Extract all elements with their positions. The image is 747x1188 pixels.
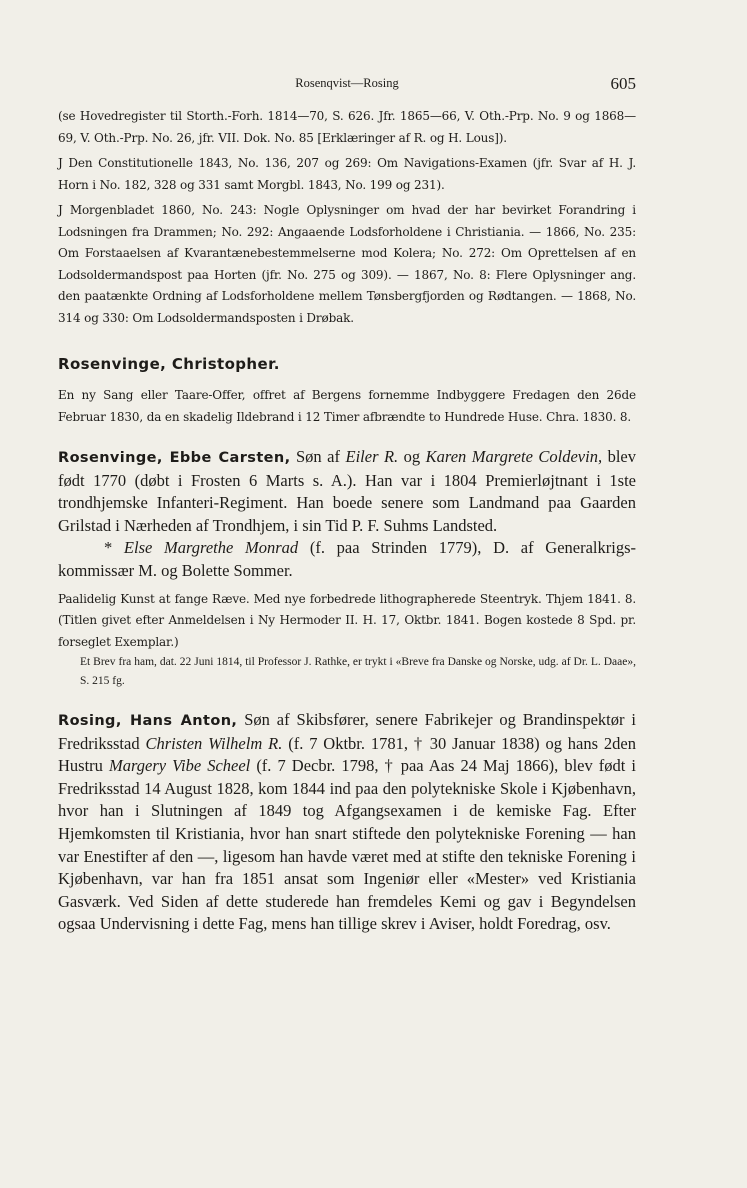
parent-name: Christen Wilhelm R. bbox=[145, 733, 283, 753]
running-head: Rosenqvist—Rosing bbox=[295, 76, 399, 90]
reference-paragraph: (se Hovedregister til Storth.-Forh. 1814—70, S. 626. Jfr. 1865—66, V. Oth.-Prp. No. 9 og 1868—69, V. Oth.-Prp. No. 26, jfr. VII. Dok. No. 85 [Erklæringer af R. og H. Lous]). bbox=[58, 109, 636, 145]
biography-entry: Rosenvinge, Ebbe Carsten, Søn af Eiler R. og Karen Margrete Coldevin, blev født 1770 (døbt i Frosten 6 Marts s. A.). Han var i 1804 Premierløjtnant i 1ste trondhjemske Infanteri-Regiment. Han boede senere som Landmand paa Gaarden Grilstad i Nærheden af Trondhjem, i sin Tid P. F. Suhms Landsted. * Else Margrethe Monrad (f. paa Strinden 1779), D. af Generalkrigs-kommissær M. og Bolette Sommer. bbox=[58, 447, 636, 580]
page-number: 605 bbox=[610, 74, 636, 93]
reference-paragraph: J Morgenbladet 1860, No. 243: Nogle Oplysninger om hvad der har bevirket Forandring i Lodsningen fra Drammen; No. 292: Angaaende Lodsforholdene i Christiania. — 1866, No. 235: Om Forstaaelsen af Kvarantænebestemmelserne mod Kolera; No. 272: Om Oprettelsen af en Lodsoldermandspost paa Horten (jfr. No. 275 og 309). — 1867, No. 8: Flere Oplysninger ang. den paatænkte Ordning af Lodsforholdene mellem Tønsbergfjorden og Rødtangen. — 1868, No. 314 og 330: Om Lodsoldermandsposten i Drøbak. bbox=[58, 203, 636, 325]
spouse-name: Else Margrethe Monrad bbox=[123, 538, 299, 558]
work-title: En ny Sang eller Taare-Offer, offret af Bergens fornemme Indbyggere Fredagen den 26de Februar 1830, da en skadelig Ildebrand i 12 Timer afbrændte to Hundrede Huse. Chra. 1830. 8. bbox=[58, 388, 636, 424]
page-body bbox=[58, 106, 636, 936]
parent-name: Eiler R. bbox=[345, 447, 399, 466]
parent-name: Margery Vibe Scheel bbox=[108, 756, 251, 776]
entry-name: Rosing, Hans Anton, bbox=[58, 713, 238, 730]
reference-paragraph: J Den Constitutionelle 1843, No. 136, 207 og 269: Om Navigations-Examen (jfr. Svar af H. J. Horn i No. 182, 328 og 331 samt Morgbl. 1843, No. 199 og 231). bbox=[58, 156, 636, 192]
page-header bbox=[58, 74, 636, 96]
parent-name: Karen Margrete Coldevin, bbox=[425, 447, 603, 466]
entry-name: Rosenvinge, Ebbe Carsten, bbox=[58, 450, 291, 466]
work-title: Paalidelig Kunst at fange Ræve. Med nye forbedrede lithographerede Steentryk. Thjem 1841. 8. (Titlen givet efter Anmeldelsen i Ny Hermoder II. H. 17, Oktbr. 1841. Bogen kostede 8 Spd. pr. forseglet Exemplar.) bbox=[58, 591, 636, 649]
note-paragraph: Et Brev fra ham, dat. 22 Juni 1814, til Professor J. Rathke, er trykt i «Breve fra Danske og Norske, udg. af Dr. L. Daae», S. 215 fg. bbox=[80, 656, 636, 688]
entry-heading: Rosenvinge, Christopher. bbox=[58, 355, 280, 373]
biography-entry: Rosing, Hans Anton, Søn af Skibsfører, senere Fabrikejer og Brandinspektør i Fredriksstad Christen Wilhelm R. (f. 7 Oktbr. 1781, † 30 Januar 1838) og hans 2den Hustru Margery Vibe Scheel (f. 7 Decbr. 1798, † paa Aas 24 Maj 1866), blev født i Fredriksstad 14 August 1828, kom 1844 ind paa den polytekniske Skole i Kjøbenhavn, hvor han i Slutningen af 1849 tog Afgangsexamen i de kemiske Fag. Efter Hjemkomsten til Kristiania, hvor han snart stiftede den polytekniske Forening — han var Enestifter af den —, ligesom han havde været med at stifte den tekniske Forening i Kjøbenhavn, var han fra 1851 ansat som Ingeniør eller «Mester» ved Kristiania Gasværk. Ved Siden af dette studerede han fremdeles Kemi og gav i Begyndelsen ogsaa Undervisning i dette Fag, mens han tillige skrev i Aviser, holdt Foredrag, osv. bbox=[58, 710, 637, 934]
